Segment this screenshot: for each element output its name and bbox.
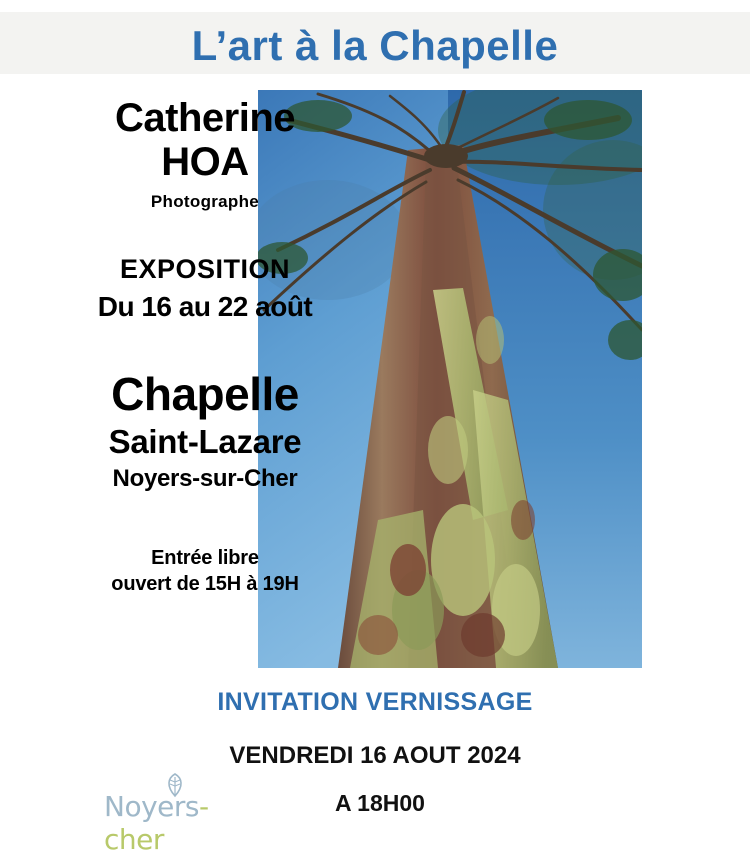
venue-name-line2: Saint-Lazare	[108, 423, 302, 460]
poster-text-column	[60, 96, 350, 597]
logo-text-main: Noyers	[104, 790, 199, 823]
venue-city: Noyers-sur-Cher	[112, 465, 298, 492]
logo-wordmark	[104, 790, 264, 856]
event-dates: Du 16 au 22 août	[97, 291, 313, 322]
invitation-date: VENDREDI 16 AOUT 2024	[229, 742, 521, 769]
entry-info	[60, 545, 350, 597]
artist-first-name: Catherine	[115, 96, 295, 140]
event-type: EXPOSITION	[119, 254, 291, 284]
invitation-heading: INVITATION VERNISSAGE	[217, 688, 533, 716]
opening-hours-label: ouvert de 15H à 19H	[111, 573, 299, 595]
noyers-sur-cher-logo	[104, 772, 264, 856]
venue-name-line1: Chapelle	[111, 368, 299, 420]
invitation-time: A 18H00	[335, 790, 425, 816]
page-title: L’art à la Chapelle	[191, 22, 559, 69]
artist-role: Photographe	[150, 192, 260, 211]
entry-free-label: Entrée libre	[151, 547, 259, 569]
logo-text-accent: -cher	[104, 790, 209, 856]
artist-last-name: HOA	[161, 140, 249, 184]
